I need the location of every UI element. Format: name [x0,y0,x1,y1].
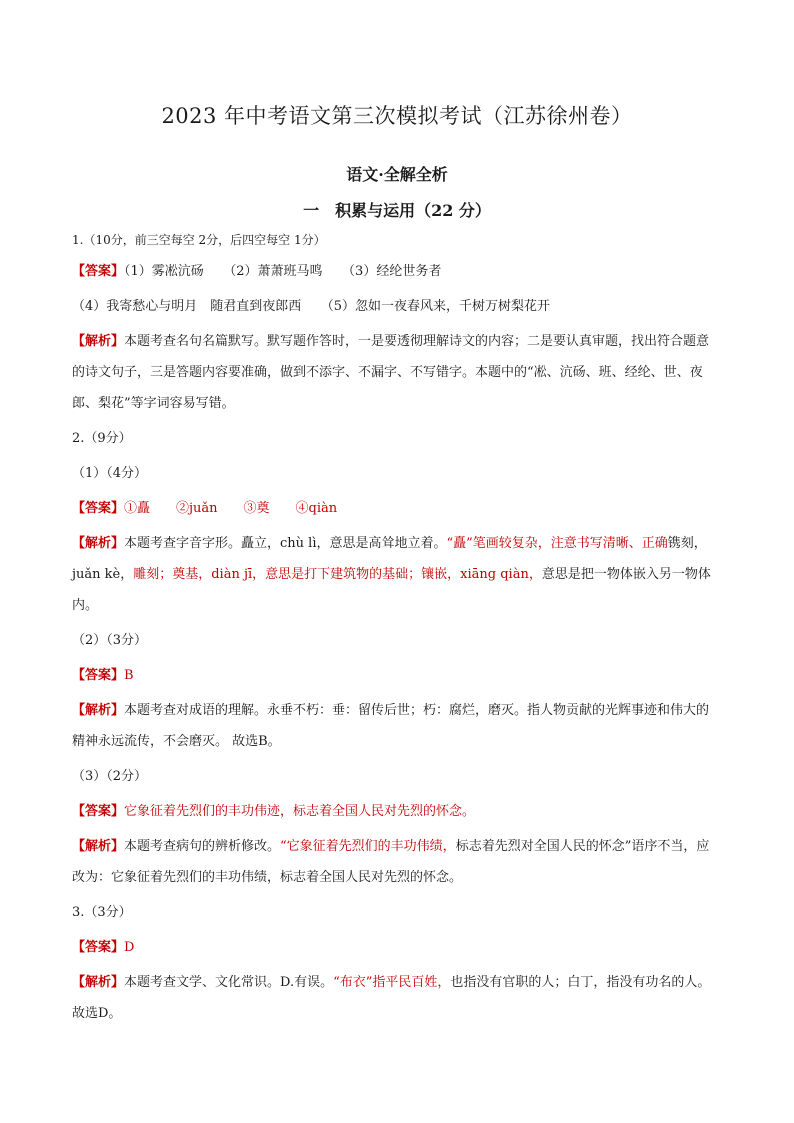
q2-sub3-analysis-a: 本题考查病句的辨析修改。 [124,839,281,854]
q2-sub1-analysis-b: “矗”笔画较复杂，注意书写清晰、正确 [446,536,668,551]
q3-answer-text: D [124,940,135,955]
q2-sub1-answer [72,493,722,524]
q2-sub3-heading: （3）（2分） [72,769,148,784]
analysis-tag: 【解析】 [72,839,125,854]
q2-sub2-analysis-text: 本题考查对成语的理解。永垂不朽：垂：留传后世；朽：腐烂，磨灭。指人物贡献的光辉事迹和伟大的精神永远流传，不会磨灭。 故选B。 [72,703,710,749]
q2-sub1-analysis-d: 雕刻；奠基，diàn jī，意思是打下建筑物的基础；镶嵌，xiāng qiàn， [133,567,542,582]
analysis-tag: 【解析】 [72,334,125,349]
answer-tag: 【答案】 [72,501,125,516]
q2-sub2-answer [72,660,722,691]
q3-heading: 3.（3分） [72,905,132,920]
q1-heading: 1.（10分，前三空每空 2分，后四空每空 1分） [72,233,326,247]
analysis-tag: 【解析】 [72,536,125,551]
q2-sub1-analysis-e: 意思是把一物体嵌入另一物体内。 [72,567,711,613]
q1-answer [72,256,722,287]
q2-sub2-answer-text: B [124,668,134,683]
answer-tag: 【答案】 [72,940,125,955]
q2-sub3-answer [72,796,722,827]
q1-analysis [72,326,722,419]
q2-sub3-analysis [72,831,722,893]
q2-sub1-analysis [72,528,722,621]
analysis-tag: 【解析】 [72,703,125,718]
q2-sub1-answer-text: ①矗 ②juǎn ③奠 ④qiàn [124,501,338,516]
analysis-tag: 【解析】 [72,975,125,990]
section-heading: 一 积累与运用（22 分） [303,201,491,220]
q1-analysis-text: 本题考查名句名篇默写。默写题作答时，一是要透彻理解诗文的内容；二是要认真审题，找出符合题意的诗文句子，三是答题内容要准确，做到不添字、不漏字、不写错字。本题中的“凇、沆砀、班、经纶、世、夜郎、梨花”等字词容易写错。 [72,334,710,411]
q2-sub1-heading: （1）（4分） [72,466,148,481]
q2-sub2-heading: （2）（3分） [72,633,148,648]
answer-tag: 【答案】 [72,264,125,279]
q2-sub1-analysis-a: 本题考查字音字形。矗立，chù lì，意思是高耸地立着。 [124,536,447,551]
page-title: 2023 年中考语文第三次模拟考试（江苏徐州卷） [161,104,633,128]
q1-answer-line2: （4）我寄愁心与明月 随君直到夜郎西 （5）忽如一夜春风来，千树万树梨花开 [72,299,551,314]
q2-sub3-analysis-b: “它象征着先烈们的丰功伟绩， [280,839,456,854]
q3-analysis [72,967,722,1029]
document-body [72,230,722,1033]
q1-answer-line1: （1）雾凇沆砀 （2）萧萧班马鸣 （3）经纶世务者 [124,264,442,279]
page-subtitle: 语文·全解全析 [346,165,448,184]
q2-sub3-answer-text: 它象征着先烈们的丰功伟迹，标志着全国人民对先烈的怀念。 [124,804,476,819]
q3-analysis-c: 也指没有官职的人；白丁，指没有功名的人。故选D。 [72,975,711,1021]
q2-heading: 2.（9分） [72,431,132,446]
q3-analysis-a: 本题考查文学、文化常识。D.有误。 [124,975,334,990]
q2-sub3-analysis-c: 标志着先烈对全国人民的怀念”语序不当，应改为：它象征着先烈们的丰功伟绩，标志着全国人民对先烈的怀念。 [72,839,710,885]
answer-tag: 【答案】 [72,804,125,819]
q2-sub1-analysis-c: 镌刻，juǎn kè， [72,536,707,582]
q3-analysis-b: “布衣”指平民百姓， [333,975,451,990]
q2-sub2-analysis [72,695,722,757]
answer-tag: 【答案】 [72,668,125,683]
q3-answer [72,932,722,963]
